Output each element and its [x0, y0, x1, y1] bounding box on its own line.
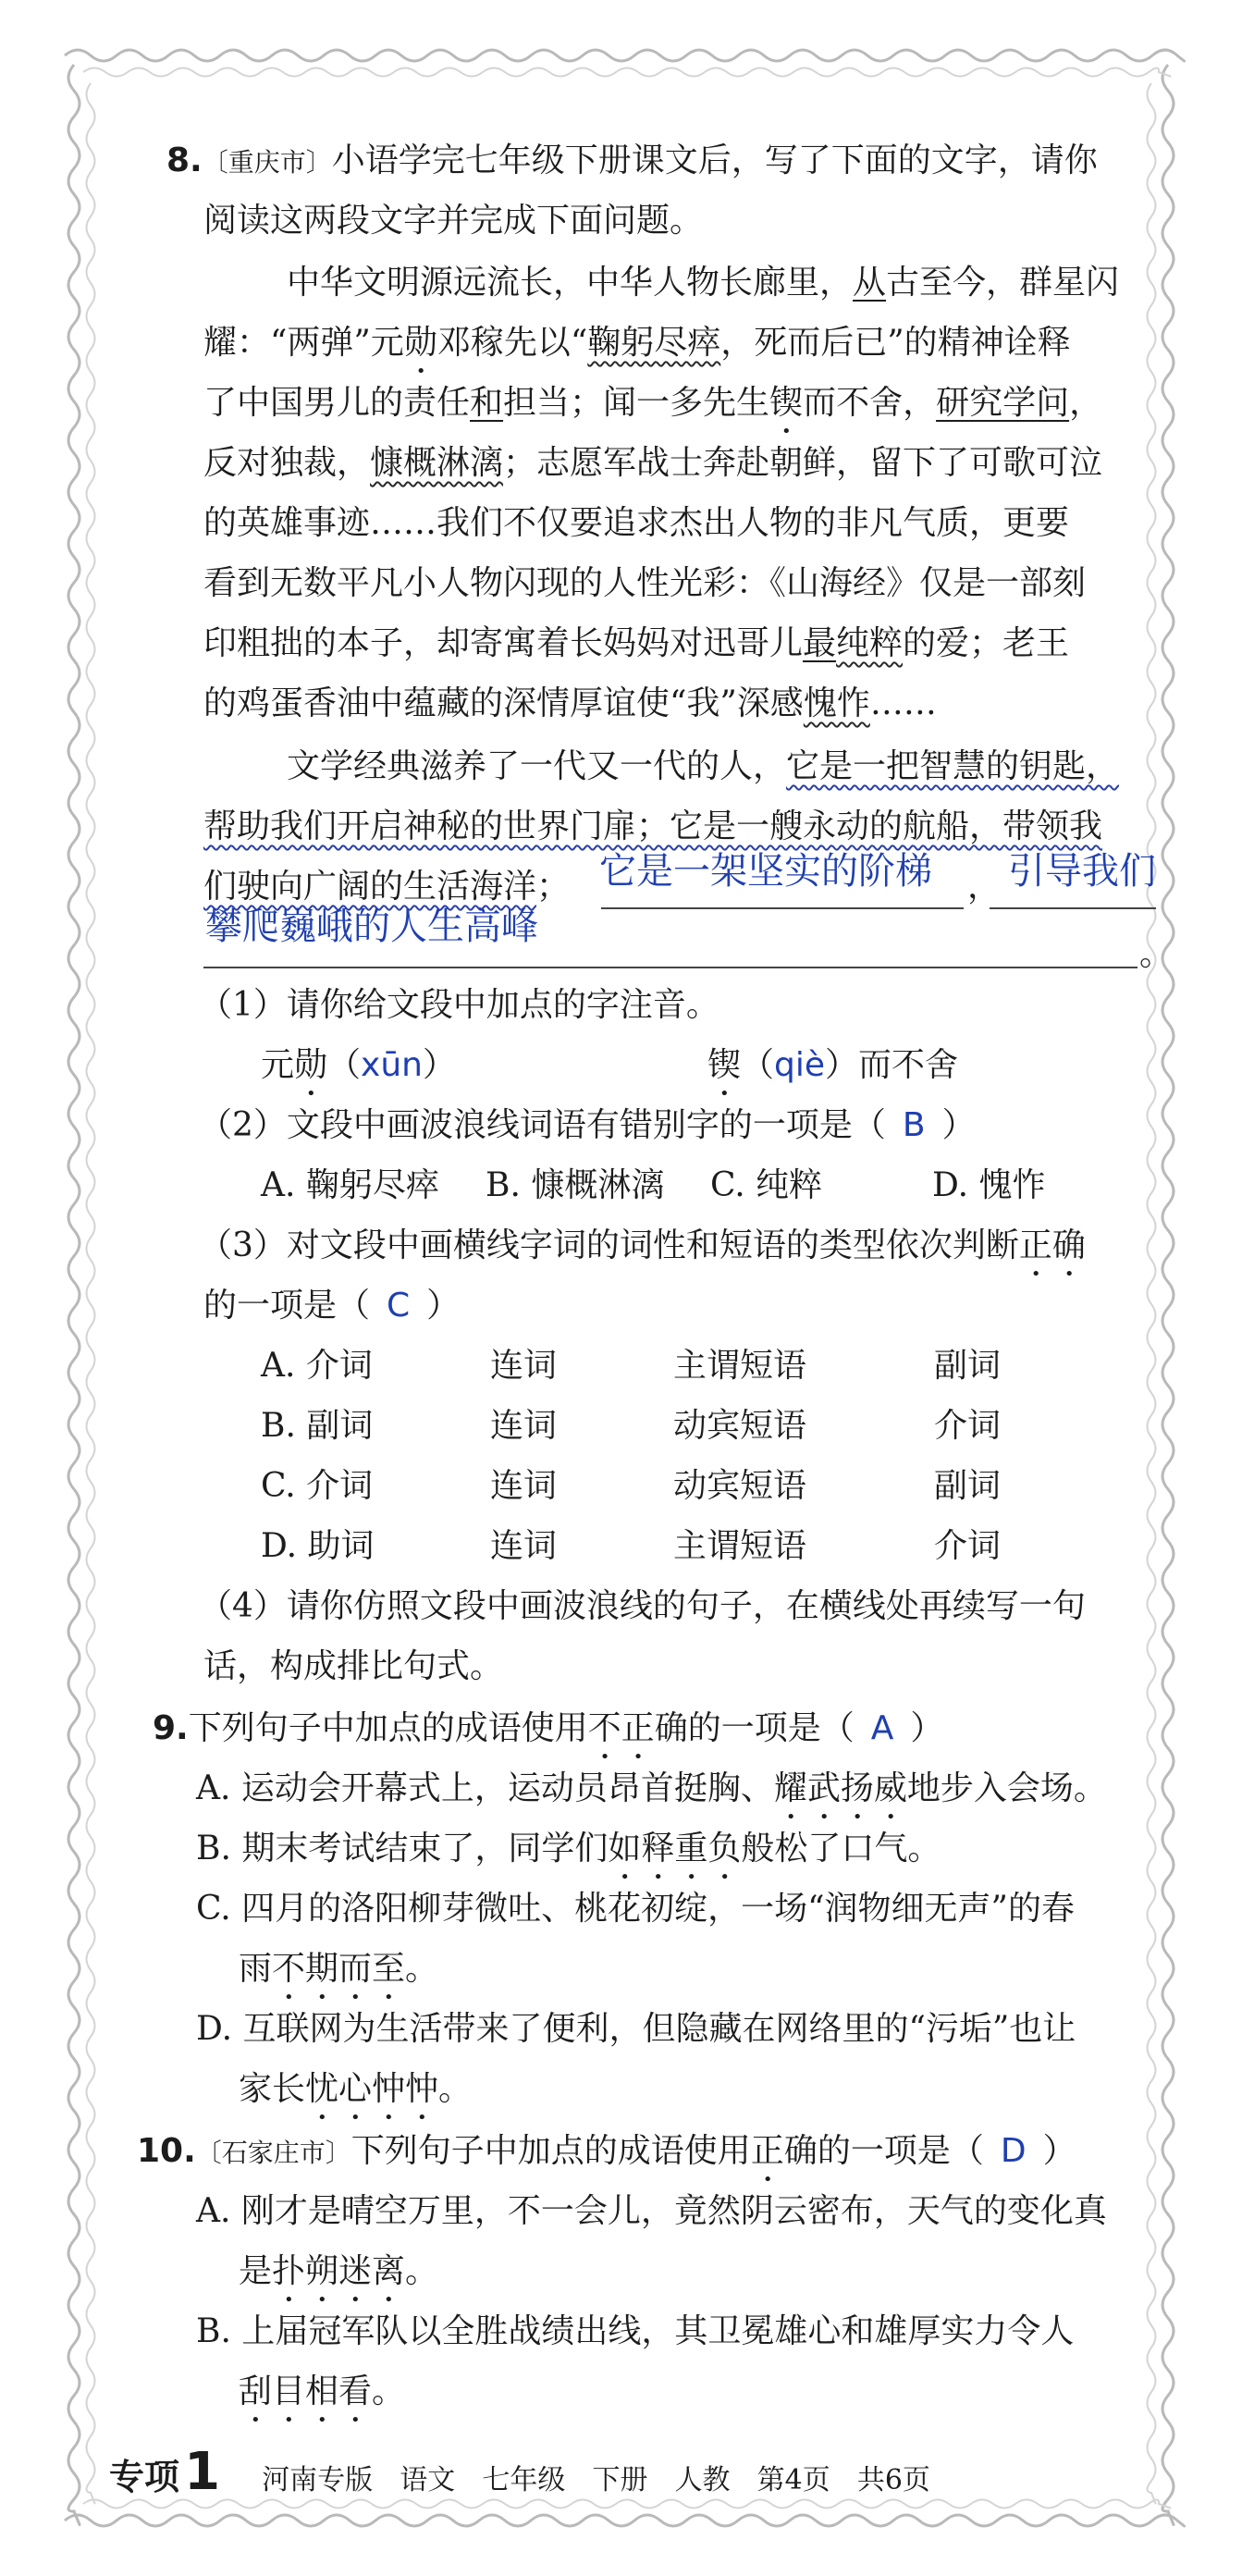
q9-d-text: D. 互联网为生活带来了便利，但隐藏在网络里的“污垢”也让: [196, 2010, 1076, 2048]
passage1-line8: [203, 682, 937, 726]
p2-wavy-sentence: 帮助我们开启神秘的世界门扉；它是一艘永动的航船，带领我: [203, 807, 1103, 845]
page-footer: [109, 2442, 953, 2502]
footer-grade: 七年级: [482, 2464, 566, 2496]
p1-underlined-yanjiuxuewen: 研究学问: [936, 384, 1070, 422]
handwritten-answer-part1: [599, 849, 932, 894]
q10-stem-text: 确的一项是（: [783, 2132, 984, 2170]
s2-option-d: D. 愧怍: [932, 1166, 1046, 1204]
handwritten-answer-part3: [205, 905, 538, 949]
s3-row-b-c1: B. 副词: [261, 1407, 374, 1445]
q10-option-a-line1: [196, 2189, 1107, 2234]
p2-wavy-sentence: 它是一把智慧的钥匙，: [786, 747, 1120, 785]
wave-top-inner: [83, 68, 1171, 77]
q8-stem-line2: [203, 199, 703, 243]
passage2-line1: [287, 745, 1119, 789]
q10-stem: [137, 2129, 1076, 2189]
p1-text: 邓稼先以“: [437, 324, 588, 362]
s4-line2: [203, 1645, 503, 1689]
s3-row-a-c2: 连词: [490, 1347, 558, 1385]
q9-number: 9.: [153, 1709, 189, 1747]
q9-dotted-buzheng: 不正: [587, 1709, 655, 1747]
q9-stem: [153, 1707, 943, 1767]
paren: ）而不舍: [825, 1046, 959, 1084]
s4-line1: [199, 1584, 1086, 1629]
p2-text: 文学经典滋养了一代又一代的人，: [287, 747, 787, 785]
p1-text: 的英雄事迹……我们不仅要追求杰出人物的非凡气质，更要: [203, 504, 1070, 542]
p1-text: ，: [1069, 384, 1103, 422]
q8-stem-line1: [166, 139, 1098, 185]
p1-text: ；志愿军战士奔赴朝鲜，留下了可歌可泣: [503, 444, 1103, 482]
paren: ）: [941, 1106, 976, 1144]
s2-option-c: C. 纯粹: [710, 1166, 823, 1204]
s2-answer: B: [902, 1106, 926, 1144]
q9-c-text: 。: [405, 1950, 439, 1988]
p1-text: 看到无数平凡小人物闪现的人性光彩：《山海经》仅是一部刻: [203, 564, 1087, 602]
answer-blank-line-1b: [990, 907, 1156, 909]
s1-answer-row-b: [707, 1043, 958, 1103]
q8-stem-text2: 阅读这两段文字并完成下面问题。: [203, 202, 704, 240]
p1-text: 而不舍，: [803, 384, 937, 422]
wave-top: [65, 50, 1185, 61]
p2-period: 。: [1139, 935, 1174, 973]
q10-option-b-line2: [239, 2370, 405, 2430]
q10-number: 10.: [137, 2132, 196, 2170]
q10-dotted-zheng: 正: [750, 2132, 784, 2170]
q8-stem-text1: 小语学完七年级下册课文后，写了下面的文字，请你: [331, 142, 1098, 179]
s2-option-a: A. 鞠躬尽瘁: [261, 1166, 439, 1204]
q9-stem-text: 下列句子中加点的成语使用: [188, 1709, 588, 1747]
paren: ）: [422, 1046, 456, 1084]
s2-prompt: [199, 1103, 976, 1148]
s3-row-c-c1: C. 介词: [261, 1467, 374, 1505]
s4-text: （4）请你仿照文段中画波浪线的句子，在横线处再续写一句: [199, 1587, 1086, 1625]
s3-row-d-c1: D. 助词: [261, 1527, 375, 1565]
passage1-line7: [203, 622, 1069, 666]
q9-b-text: 般松了口气。: [741, 1830, 941, 1867]
footer-label: 专项: [109, 2457, 180, 2497]
passage1-line2: [203, 321, 1071, 381]
q9-stem-text: 确的一项是（: [654, 1709, 855, 1747]
q9-option-a: [196, 1767, 1107, 1827]
s3-row-d-c4: 介词: [934, 1527, 1002, 1565]
q9-option-b: [196, 1827, 941, 1887]
s3-row-c-c3: 动宾短语: [673, 1467, 807, 1505]
footer-total-pages: 共6页: [856, 2464, 930, 2496]
s1-dotted-qie: 锲: [707, 1046, 742, 1084]
s1-answer-qie: qiè: [774, 1046, 826, 1084]
paren: （: [327, 1046, 362, 1084]
footer-publisher: 人教: [674, 2464, 731, 2496]
s3-prompt-line2: [203, 1284, 460, 1328]
q9-option-d-line2: [239, 2067, 472, 2127]
q10-option-a-line2: [239, 2249, 438, 2310]
s3-row-a-c4: 副词: [934, 1347, 1002, 1385]
s3-dotted-zhengque: 正确: [1018, 1226, 1086, 1264]
s3-row-d-c2: 连词: [490, 1527, 558, 1565]
q10-b-text: 。: [372, 2373, 406, 2410]
p1-dotted-xun: 勋: [403, 324, 437, 362]
paren: （: [741, 1046, 775, 1084]
q9-c-text: C. 四月的洛阳柳芽微吐、桃花初绽，一场“润物细无声”的春: [196, 1890, 1075, 1928]
s3-row-d-c3: 主谓短语: [673, 1527, 807, 1565]
q9-option-d-line1: [196, 2007, 1076, 2052]
s3-answer: C: [387, 1287, 411, 1325]
s3-row-a-c1: A. 介词: [261, 1347, 373, 1385]
handwritten-text: 攀爬巍峨的人生高峰: [205, 906, 538, 948]
s3-prompt-text: 的一项是（: [203, 1287, 371, 1325]
s1-answer-row-a: [261, 1043, 456, 1103]
s3-prompt-line1: [199, 1224, 1086, 1284]
p1-text: ，死而后已”的精神诠释: [720, 324, 1071, 362]
p1-underlined-he: 和: [470, 384, 504, 422]
q10-region-tag: 〔石家庄市〕: [195, 2138, 351, 2168]
passage1-line4: [203, 441, 1102, 486]
p1-text: 了中国男儿的责任: [203, 384, 471, 422]
p1-text: 古至今，群星闪: [886, 264, 1120, 302]
s1-word-yuan: 元: [261, 1046, 295, 1084]
footer-volume: 下册: [592, 2464, 648, 2496]
q9-b-text: B. 期末考试结束了，同学们: [196, 1830, 609, 1867]
footer-edition: 河南专版: [262, 2464, 374, 2496]
s3-row-c-c2: 连词: [490, 1467, 558, 1505]
q9-answer: A: [870, 1709, 894, 1747]
passage2-line3: [203, 865, 570, 909]
q10-a-text: 。: [405, 2252, 439, 2290]
q9-option-c-line1: [196, 1887, 1075, 1931]
q9-c-idiom: 不期而至: [272, 1950, 406, 1988]
s3-row-b-c2: 连词: [490, 1407, 558, 1445]
p1-text: 印粗拙的本子，却寄寓着长妈妈对迅哥儿: [203, 624, 804, 662]
p1-underlined-zui: 最: [803, 624, 837, 662]
q10-stem-text: 下列句子中加点的成语使用: [350, 2132, 751, 2170]
paren: ）: [910, 1709, 944, 1747]
answer-blank-line-2: [203, 967, 1137, 968]
q9-d-idiom: 忧心忡忡: [305, 2070, 439, 2108]
footer-page: 第4页: [756, 2464, 830, 2496]
p1-underlined-cong: 从: [853, 264, 887, 302]
q9-a-idiom: 耀武扬威: [773, 1769, 907, 1807]
s1-prompt: [199, 983, 719, 1028]
q8-region-tag: 〔重庆市〕: [202, 147, 332, 178]
p1-text: 反对独裁，: [203, 444, 371, 482]
p2-comma: ，: [967, 868, 1002, 906]
q8-number: 8.: [166, 142, 203, 179]
p1-wavy-kanggailinli: 慷概淋漓: [370, 444, 504, 482]
s3-row-b-c3: 动宾短语: [673, 1407, 807, 1445]
passage2-line2: [203, 805, 1102, 849]
handwritten-text: 它是一架坚实的阶梯: [599, 850, 932, 893]
p1-text: 担当；闻一多先生: [503, 384, 770, 422]
p1-wavy-jugongjincui: 鞠躬尽瘁: [587, 324, 721, 362]
p1-text: 中华文明源远流长，中华人物长廊里，: [287, 264, 854, 302]
s1-dotted-xun: 勋: [294, 1046, 328, 1084]
q9-a-text: A. 运动会开幕式上，运动员昂首挺胸、: [196, 1769, 774, 1807]
passage1-line5: [203, 501, 1069, 546]
paren: ）: [1042, 2132, 1076, 2170]
s3-prompt-text: （3）对文段中画横线字词的词性和短语的类型依次判断: [199, 1226, 1019, 1264]
p2-text: ；: [536, 868, 571, 906]
p1-text: 的鸡蛋香油中蕴藏的深情厚谊使“我”深感: [203, 684, 804, 722]
q9-option-c-line2: [239, 1947, 438, 2007]
q10-a-text: A. 刚才是晴空万里，不一会儿，竟然阴云密布，天气的变化真: [196, 2192, 1107, 2230]
passage1-line1: [287, 261, 1119, 305]
s4-text: 话，构成排比句式。: [203, 1647, 504, 1685]
wave-left: [68, 65, 80, 2525]
q9-c-text: 雨: [239, 1950, 273, 1988]
paren: ）: [426, 1287, 461, 1325]
answer-blank-line-1a: [601, 907, 964, 909]
footer-subject: 语文: [400, 2464, 456, 2496]
passage1-line3: [203, 381, 1102, 441]
s2-option-b: B. 慷概淋漓: [486, 1166, 665, 1204]
footer-section-number: 1: [184, 2442, 221, 2502]
q9-d-text: 。: [438, 2070, 473, 2108]
q10-b-text: B. 上届冠军队以全胜战绩出线，其卫冕雄心和雄厚实力令人: [196, 2312, 1075, 2350]
q9-d-text: 家长: [239, 2070, 306, 2108]
s1-answer-xun: xūn: [361, 1046, 423, 1084]
wave-bottom: [65, 2515, 1185, 2526]
comma-between-blanks: [967, 865, 1001, 909]
wave-right: [1162, 65, 1174, 2525]
p2-wavy-sentence: 们驶向广阔的生活海洋: [203, 868, 537, 906]
q10-a-idiom: 扑朔迷离: [272, 2252, 406, 2290]
q10-answer: D: [1000, 2132, 1027, 2170]
s2-prompt-text: （2）文段中画波浪线词语有错别字的一项是（: [199, 1106, 886, 1144]
p1-text: 耀：“两弹”元: [203, 324, 404, 362]
s3-row-b-c4: 介词: [934, 1407, 1002, 1445]
s3-row-a-c3: 主谓短语: [673, 1347, 807, 1385]
q10-option-b-line1: [196, 2310, 1074, 2354]
s3-row-c-c4: 副词: [934, 1467, 1002, 1505]
passage2-end: [1139, 932, 1173, 977]
handwritten-text: 引导我们: [1008, 850, 1156, 893]
q9-b-idiom: 如释重负: [608, 1830, 742, 1867]
p1-wavy-kuizuo: 愧怍: [803, 684, 870, 722]
p1-dotted-qie: 锲: [769, 384, 804, 422]
wave-left-inner: [87, 83, 95, 2504]
p1-wavy-chuncui: 纯粹: [836, 624, 904, 662]
p1-text: ……: [869, 684, 937, 722]
q10-b-idiom: 刮目相看: [239, 2373, 373, 2410]
handwritten-answer-part2: [1008, 849, 1156, 894]
q9-a-text: 地步入会场。: [906, 1769, 1107, 1807]
q10-a-text: 是: [239, 2252, 273, 2290]
s1-prompt-text: （1）请你给文段中加点的字注音。: [199, 986, 719, 1024]
p1-text: 的爱；老王: [903, 624, 1070, 662]
wave-right-inner: [1148, 83, 1156, 2504]
passage1-line6: [203, 561, 1086, 606]
